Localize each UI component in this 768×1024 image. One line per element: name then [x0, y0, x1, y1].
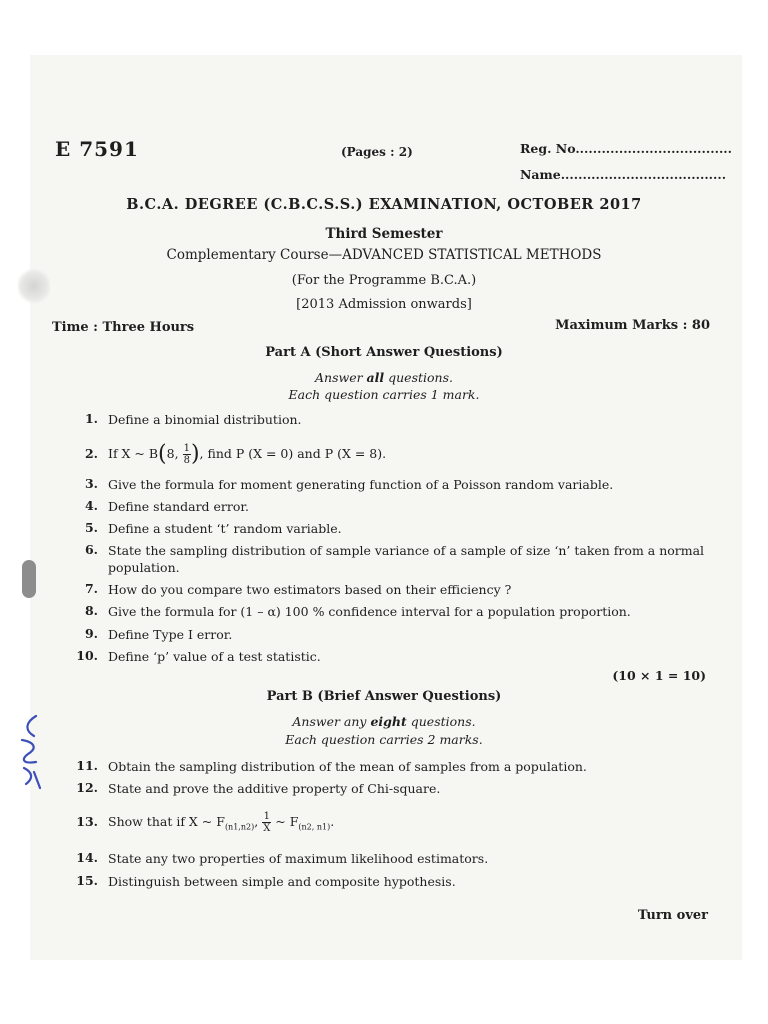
question-number: 6.	[84, 542, 98, 557]
formula-part: Show that if X ~ F	[108, 814, 225, 829]
question-12	[62, 780, 712, 797]
question-number: 11.	[76, 758, 98, 773]
fraction-numerator: 1	[183, 443, 190, 454]
question-text: How do you compare two estimators based on their efficiency ?	[108, 582, 512, 597]
question-14	[62, 850, 712, 867]
question-2	[62, 440, 712, 469]
question-15	[62, 873, 712, 890]
question-number: 3.	[84, 476, 98, 491]
question-text	[108, 440, 712, 469]
instr-bold: all	[366, 370, 385, 385]
question-7	[62, 581, 712, 598]
question-number: 2.	[84, 446, 98, 461]
question-13	[62, 808, 712, 842]
formula-part: If X ~ B	[108, 446, 159, 461]
question-number: 1.	[84, 411, 98, 426]
instr-text: questions.	[406, 714, 476, 729]
time-limit: Time : Three Hours	[52, 320, 195, 335]
punch-hole	[22, 560, 36, 598]
course-title: Complementary Course—ADVANCED STATISTICAL METHODS	[166, 247, 602, 263]
question-text: Give the formula for (1 – α) 100 % confidence interval for a population proportion.	[108, 604, 631, 619]
question-number: 8.	[84, 603, 98, 618]
part-a-marks-note: Each question carries 1 mark.	[288, 387, 480, 402]
formula-subscript: (n1,n2)	[224, 822, 255, 832]
exam-title: B.C.A. DEGREE (C.B.C.S.S.) EXAMINATION, OCTOBER 2017	[126, 196, 642, 213]
question-number: 10.	[76, 648, 98, 663]
page-count: (Pages : 2)	[341, 145, 413, 159]
question-text: State the sampling distribution of sample variance of a sample of size ‘n’ taken from a normal population.	[108, 543, 705, 575]
close-paren: )	[190, 441, 200, 467]
semester: Third Semester	[325, 226, 443, 242]
question-number: 7.	[84, 581, 98, 596]
question-1	[62, 411, 712, 428]
question-text: Give the formula for moment generating function of a Poisson random variable.	[108, 477, 614, 492]
question-text: Distinguish between simple and composite hypothesis.	[108, 874, 456, 889]
question-text	[108, 808, 712, 842]
question-text: State any two properties of maximum likelihood estimators.	[108, 851, 489, 866]
admission: [2013 Admission onwards]	[296, 297, 472, 312]
question-3	[62, 476, 712, 493]
name-field: Name......................................	[520, 167, 727, 182]
maximum-marks: Maximum Marks : 80	[555, 318, 710, 333]
part-b-marks-note: Each question carries 2 marks.	[285, 732, 483, 747]
question-10	[62, 648, 712, 665]
question-number: 12.	[76, 780, 98, 795]
formula-part: .	[330, 814, 335, 829]
reg-no-field: Reg. No....................................	[520, 141, 732, 156]
part-a-score: (10 × 1 = 10)	[612, 668, 706, 683]
formula-part: ~ F	[271, 814, 299, 829]
instr-bold: eight	[370, 714, 407, 729]
question-number: 5.	[84, 520, 98, 535]
part-b-instruction	[0, 714, 768, 729]
instr-text: Answer	[315, 370, 367, 385]
open-paren: (	[158, 441, 167, 467]
question-text: Define Type I error.	[108, 627, 233, 642]
fraction	[183, 443, 191, 466]
part-a-title: Part A (Short Answer Questions)	[265, 345, 503, 360]
fraction-numerator: 1	[263, 811, 270, 822]
question-text: State and prove the additive property of Chi-square.	[108, 781, 441, 796]
question-8	[62, 603, 712, 620]
formula-part: ,	[254, 814, 259, 829]
paper-code: E 7591	[55, 137, 139, 161]
part-a-instruction	[0, 370, 768, 385]
instr-text: questions.	[384, 370, 453, 385]
programme: (For the Programme B.C.A.)	[291, 273, 477, 288]
question-text: Define standard error.	[108, 499, 249, 514]
question-number: 4.	[84, 498, 98, 513]
question-number: 14.	[76, 850, 98, 865]
question-text: Define ‘p’ value of a test statistic.	[108, 649, 321, 664]
formula-subscript: (n2, n1)	[298, 822, 331, 832]
formula-part: 8,	[166, 446, 179, 461]
formula-part: , find P (X = 0) and P (X = 8).	[199, 446, 387, 461]
question-4	[62, 498, 712, 515]
question-text: Obtain the sampling distribution of the mean of samples from a population.	[108, 759, 587, 774]
question-9	[62, 626, 712, 643]
part-b-title: Part B (Brief Answer Questions)	[266, 689, 502, 704]
question-number: 15.	[76, 873, 98, 888]
question-text: Define a student ‘t’ random variable.	[108, 521, 342, 536]
handwritten-mark	[14, 712, 50, 792]
fraction-denominator: 8	[183, 455, 190, 466]
turn-over-note: Turn over	[637, 908, 708, 923]
question-text: Define a binomial distribution.	[108, 412, 302, 427]
fraction-denominator: X	[263, 823, 271, 834]
fraction	[262, 811, 271, 834]
question-number: 13.	[76, 814, 98, 829]
instr-text: Answer any	[292, 714, 371, 729]
question-6	[62, 542, 712, 576]
question-5	[62, 520, 712, 537]
question-11	[62, 758, 712, 775]
question-number: 9.	[84, 626, 98, 641]
